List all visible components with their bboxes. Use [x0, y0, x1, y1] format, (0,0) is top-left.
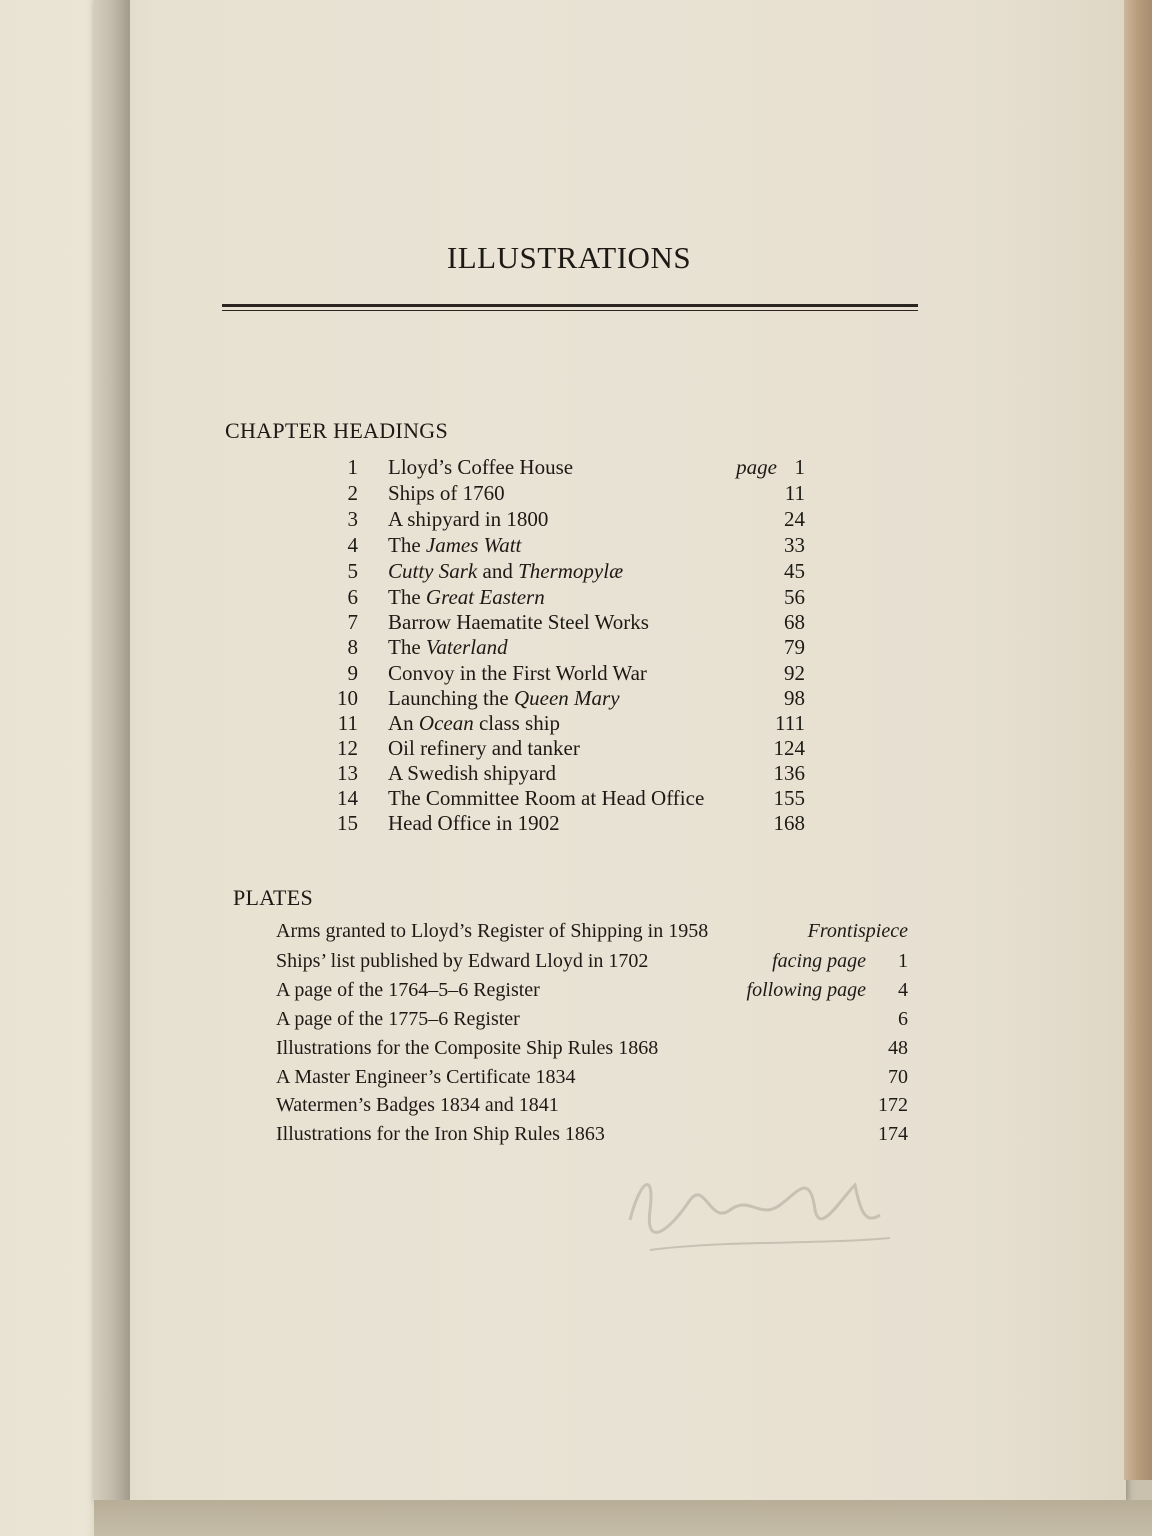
plate-title: Arms granted to Lloyd’s Register of Shipping in 1958 [276, 920, 709, 942]
chapter-title-segment: A Swedish shipyard [388, 761, 556, 785]
chapter-page-number: 155 [773, 786, 805, 810]
chapter-title-segment: The [388, 533, 426, 557]
chapter-page-number: 79 [784, 635, 805, 659]
chapter-number: 11 [337, 711, 358, 735]
chapter-number: 2 [347, 481, 358, 505]
chapter-title-segment: Thermopylæ [518, 559, 624, 583]
title-rule-thin [222, 310, 918, 311]
chapter-heading-row [330, 455, 805, 481]
chapter-title-segment: Cutty Sark [388, 559, 478, 583]
chapter-title-segment: Convoy in the First World War [388, 661, 647, 685]
plate-row [276, 979, 908, 1007]
plate-row [276, 920, 908, 948]
chapter-heading-row [330, 507, 805, 533]
chapter-title-segment: Launching the [388, 686, 514, 710]
chapter-number: 5 [347, 559, 358, 583]
chapter-title-segment: and [477, 559, 519, 583]
chapter-title [388, 455, 573, 480]
plate-page-number: 1 [898, 950, 908, 972]
chapter-title-segment: James Watt [425, 533, 522, 557]
chapter-title-segment: A shipyard in 1800 [388, 507, 549, 531]
plate-title: A page of the 1764–5–6 Register [276, 979, 540, 1001]
chapter-page-number: 168 [773, 811, 805, 835]
chapter-title-segment: Great Eastern [425, 585, 545, 609]
chapter-page-number: 98 [784, 686, 805, 710]
chapter-number: 7 [347, 610, 358, 634]
plate-row [276, 1066, 908, 1094]
chapter-title [388, 761, 556, 786]
chapter-number: 8 [347, 635, 358, 659]
chapter-page-number: 111 [775, 711, 805, 735]
chapter-number: 14 [337, 786, 358, 810]
plate-title: Illustrations for the Composite Ship Rules 1868 [276, 1037, 659, 1059]
page-edge-stack [1124, 0, 1152, 1480]
plate-title: Illustrations for the Iron Ship Rules 1863 [276, 1123, 605, 1145]
chapter-title-segment: Head Office in 1902 [388, 811, 560, 835]
chapter-heading-row [330, 661, 805, 687]
chapter-heading-row [330, 686, 805, 712]
chapter-title-segment: Lloyd’s Coffee House [388, 455, 574, 479]
chapter-title-segment: The [388, 635, 426, 659]
chapter-page-number: 11 [784, 481, 805, 505]
chapter-title-segment: Ships of 1760 [388, 481, 505, 505]
chapter-title-segment: Queen Mary [513, 686, 620, 710]
plate-page-number: 48 [888, 1037, 908, 1059]
chapter-title [388, 711, 560, 736]
plate-row [276, 1094, 908, 1122]
chapter-heading-row [330, 761, 805, 787]
chapter-title [388, 559, 623, 584]
chapter-heading-row [330, 559, 805, 585]
chapter-title [388, 533, 521, 558]
chapter-page-number: 92 [784, 661, 805, 685]
title-rule-thick [222, 304, 918, 307]
plate-title: Ships’ list published by Edward Lloyd in 1702 [276, 950, 649, 972]
plate-page-label: Frontispiece [807, 920, 908, 942]
plate-title: A page of the 1775–6 Register [276, 1008, 520, 1030]
chapter-number: 13 [337, 761, 358, 785]
chapter-title-segment: Vaterland [425, 635, 508, 659]
chapter-number: 15 [337, 811, 358, 835]
chapter-title-segment: Barrow Haematite Steel Works [388, 610, 649, 634]
chapter-headings-heading: CHAPTER HEADINGS [225, 418, 448, 443]
chapter-page-number: 45 [784, 559, 805, 583]
chapter-title [388, 811, 560, 836]
plate-page-number: 174 [878, 1123, 908, 1145]
chapter-heading-row [330, 736, 805, 762]
chapter-title-segment: Oil refinery and tanker [388, 736, 580, 760]
plate-row [276, 1037, 908, 1065]
chapter-heading-row [330, 811, 805, 837]
plate-row [276, 1008, 908, 1036]
chapter-number: 9 [347, 661, 358, 685]
chapter-number: 6 [347, 585, 358, 609]
chapter-heading-row [330, 585, 805, 611]
chapter-number: 10 [337, 686, 358, 710]
plate-title: A Master Engineer’s Certificate 1834 [276, 1066, 576, 1088]
chapter-heading-row [330, 635, 805, 661]
chapter-title [388, 610, 649, 635]
chapter-page-number: 1 [794, 455, 805, 479]
plate-page-number: 4 [898, 979, 908, 1001]
chapter-title-segment: The Committee Room at Head Office [388, 786, 705, 810]
book-gutter-shadow [86, 0, 130, 1536]
chapter-title [388, 635, 508, 660]
chapter-heading-row [330, 481, 805, 507]
plate-row [276, 950, 908, 978]
page-title: ILLUSTRATIONS [446, 240, 692, 275]
chapter-title [388, 585, 545, 610]
chapter-title-segment: An [388, 711, 419, 735]
page-label: page [736, 455, 777, 479]
chapter-page-number: 124 [773, 736, 805, 760]
chapter-number: 4 [347, 533, 358, 557]
chapter-heading-row [330, 711, 805, 737]
chapter-page-number: 24 [784, 507, 805, 531]
chapter-number: 12 [337, 736, 358, 760]
chapter-title [388, 481, 505, 506]
chapter-title [388, 686, 620, 711]
chapter-title [388, 507, 548, 532]
chapter-number: 3 [347, 507, 358, 531]
chapter-title-segment: Ocean [418, 711, 474, 735]
chapter-heading-row [330, 610, 805, 636]
plate-page-number: 172 [878, 1094, 908, 1116]
chapter-page-number: 33 [784, 533, 805, 557]
chapter-title-segment: class ship [473, 711, 561, 735]
chapter-heading-row [330, 786, 805, 812]
chapter-title [388, 736, 580, 761]
plate-page-number: 70 [888, 1066, 908, 1088]
chapter-number: 1 [347, 455, 358, 479]
plate-page-number: 6 [898, 1008, 908, 1030]
chapter-title [388, 786, 704, 811]
chapter-title [388, 661, 647, 686]
chapter-title-segment: The [388, 585, 426, 609]
plate-page-label: facing page [772, 950, 866, 972]
chapter-page-number: 56 [784, 585, 805, 609]
chapter-page-number: 68 [784, 610, 805, 634]
plate-title: Watermen’s Badges 1834 and 1841 [276, 1094, 559, 1116]
faint-show-through-signature [610, 1140, 910, 1270]
page-bottom-shadow [94, 1500, 1152, 1536]
chapter-heading-row [330, 533, 805, 559]
chapter-page-number: 136 [773, 761, 805, 785]
plates-heading: PLATES [233, 885, 314, 910]
plate-page-label: following page [746, 979, 866, 1001]
